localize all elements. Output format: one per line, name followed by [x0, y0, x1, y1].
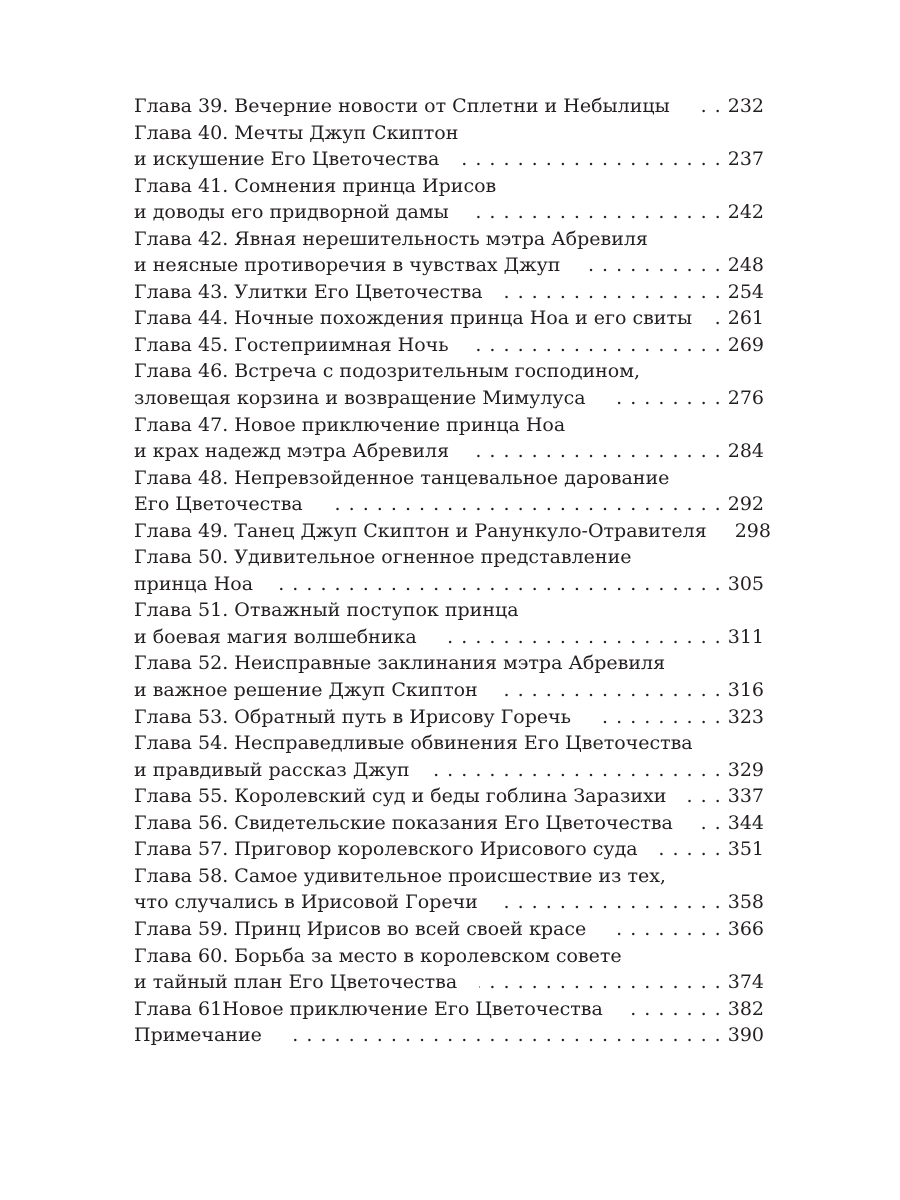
toc-page-number: 284 [727, 440, 764, 463]
toc-entry-line [134, 226, 764, 253]
dot-leader [593, 704, 722, 731]
toc-entry [134, 226, 764, 279]
toc-entry-title: Глава 53. Обратный путь в Ирисову Горечь [134, 705, 571, 728]
toc-entry [134, 730, 764, 783]
toc-entry-title: Глава 49. Танец Джуп Скиптон и Ранункуло-Отравителя [134, 519, 707, 542]
toc-entry-line [134, 120, 764, 147]
toc-entry-line [134, 93, 764, 120]
toc-entry-title: и важное решение Джуп Скиптон [134, 679, 478, 702]
toc-page-number: 329 [727, 758, 764, 781]
toc-entry-title: и боевая магия волшебника [134, 625, 417, 648]
toc-entry-title: Глава 46. Встреча с подозрительным господином, [134, 360, 641, 383]
dot-leader [608, 916, 721, 943]
toc-entry-line [134, 757, 764, 784]
toc-entry [134, 704, 764, 731]
toc-entry-line [134, 943, 764, 970]
toc-entry-line [134, 252, 764, 279]
toc-entry-title: Глава 39. Вечерние новости от Сплетни и Небылицы [134, 95, 670, 117]
toc-entry-title: Глава 60. Борьба за место в королевском совете [134, 944, 622, 967]
table-of-contents [134, 93, 771, 1049]
dot-leader [325, 491, 722, 518]
dot-leader [439, 624, 722, 651]
toc-entry-title: и правдивый рассказ Джуп [134, 758, 410, 781]
toc-entry-title: и крах надежд мэтра Абревиля [134, 440, 450, 463]
toc-entry-title: Его Цветочества [134, 493, 303, 516]
toc-entry-line [134, 810, 764, 837]
toc-entry-title: и искушение Его Цветочества [134, 148, 440, 171]
toc-entry-line [134, 518, 771, 545]
toc-entry-line [134, 438, 764, 465]
toc-entry-title: Глава 41. Сомнения принца Ирисов [134, 174, 497, 197]
toc-entry-title: Глава 42. Явная нерешительность мэтра Абревиля [134, 227, 648, 250]
toc-entry-title: Глава 45. Гостеприимная Ночь [134, 333, 449, 356]
toc-entry [134, 916, 764, 943]
toc-entry [134, 465, 764, 518]
toc-entry-title: Глава 55. Королевский суд и беды гоблина Заразихи [134, 785, 667, 808]
toc-entry [134, 332, 764, 359]
dot-leader [432, 757, 722, 784]
toc-entry-line [134, 704, 764, 731]
toc-entry-title: Глава 61Новое приключение Его Цветочества [134, 997, 603, 1020]
toc-entry-line [134, 783, 764, 810]
toc-entry-title: Глава 54. Несправедливые обвинения Его Цветочества [134, 732, 693, 755]
toc-entry-line [134, 597, 764, 624]
toc-entry [134, 810, 764, 837]
dot-leader [471, 438, 722, 465]
toc-entry [134, 836, 764, 863]
toc-page-number: 242 [727, 201, 764, 224]
toc-entry-line [134, 146, 764, 173]
toc-page-number: 390 [727, 1024, 764, 1047]
toc-entry-line [134, 571, 764, 598]
toc-entry-line [134, 624, 764, 651]
toc-entry-title: и тайный план Его Цветочества [134, 971, 458, 994]
toc-entry-line [134, 199, 764, 226]
toc-entry-line [134, 677, 764, 704]
toc-entry [134, 120, 764, 173]
toc-entry-line [134, 969, 764, 996]
dot-leader [688, 783, 721, 810]
toc-entry-line [134, 332, 764, 359]
toc-entry-title: принца Ноа [134, 572, 254, 595]
toc-entry-line [134, 1022, 764, 1049]
toc-entry-title: что случались в Ирисовой Горечи [134, 891, 478, 914]
toc-entry [134, 173, 764, 226]
toc-entry-line [134, 650, 764, 677]
toc-entry [134, 1022, 764, 1049]
toc-entry [134, 305, 764, 332]
toc-page-number: 337 [727, 785, 764, 808]
toc-page-number: 374 [727, 971, 764, 994]
toc-entry-title: Глава 47. Новое приключение принца Ноа [134, 413, 566, 436]
toc-entry-line [134, 730, 764, 757]
toc-page-number: 298 [734, 519, 771, 542]
toc-entry-line [134, 863, 764, 890]
toc-page-number: 248 [727, 254, 764, 277]
toc-entry-line [134, 491, 764, 518]
toc-entry [134, 597, 764, 650]
toc-entry [134, 943, 764, 996]
toc-entry-title: Глава 58. Самое удивительное происшествие из тех, [134, 864, 666, 887]
toc-entry [134, 650, 764, 703]
toc-page-number: 305 [727, 572, 764, 595]
toc-entry-title: Глава 48. Непревзойденное танцевальное дарование [134, 466, 670, 489]
toc-entry-title: Примечание [134, 1024, 262, 1047]
toc-page-number: 316 [727, 679, 764, 702]
toc-page-number: 344 [727, 811, 764, 834]
dot-leader [505, 279, 722, 306]
toc-entry [134, 544, 764, 597]
toc-entry-title: зловещая корзина и возвращение Мимулуса [134, 387, 586, 410]
toc-entry-title: Глава 57. Приговор королевского Ирисового суда [134, 838, 638, 861]
toc-page-number: 358 [727, 891, 764, 914]
toc-entry-line [134, 996, 764, 1023]
toc-entry [134, 996, 764, 1023]
toc-entry-line [134, 916, 764, 943]
toc-page-number: 366 [727, 917, 764, 940]
dot-leader [608, 385, 722, 412]
toc-entry-line [134, 173, 764, 200]
dot-leader [284, 1022, 722, 1049]
toc-entry [134, 412, 764, 465]
dot-leader [275, 571, 722, 598]
toc-entry-title: Глава 43. Улитки Его Цветочества [134, 280, 483, 303]
dot-leader [695, 810, 722, 837]
toc-entry [134, 783, 764, 810]
toc-entry-title: Глава 44. Ночные похождения принца Ноа и его свиты [134, 307, 693, 330]
toc-entry-title: Глава 50. Удивительное огненное представление [134, 546, 632, 569]
toc-entry-title: Глава 40. Мечты Джуп Скиптон [134, 121, 459, 144]
dot-leader [500, 889, 722, 916]
toc-entry-title: Глава 59. Принц Ирисов во всей своей красе [134, 917, 587, 940]
toc-page-number: 382 [727, 997, 764, 1020]
toc-entry-title: Глава 51. Отважный поступок принца [134, 599, 519, 622]
toc-entry [134, 93, 764, 120]
toc-page-number: 261 [727, 307, 764, 330]
toc-page-number: 276 [727, 387, 764, 410]
toc-page-number: 351 [727, 838, 764, 861]
toc-entry-line [134, 305, 764, 332]
dot-leader [471, 332, 722, 359]
dot-leader [471, 199, 722, 226]
toc-entry-line [134, 385, 764, 412]
toc-page-number: 254 [727, 280, 764, 303]
toc-entry-title: и доводы его придворной дамы [134, 201, 449, 224]
toc-entry-line [134, 889, 764, 916]
toc-entry [134, 358, 764, 411]
toc-page-number: 323 [727, 705, 764, 728]
toc-entry-line [134, 465, 764, 492]
dot-leader [461, 146, 721, 173]
toc-entry [134, 863, 764, 916]
dot-leader [582, 252, 721, 279]
dot-leader [692, 93, 722, 120]
toc-entry-title: Глава 52. Неисправные заклинания мэтра Абревиля [134, 652, 666, 675]
toc-entry [134, 279, 764, 306]
toc-page-number: 232 [727, 95, 764, 117]
toc-entry-line [134, 836, 764, 863]
toc-page-number: 237 [727, 148, 764, 171]
dot-leader [714, 305, 722, 332]
toc-entry [134, 518, 771, 545]
toc-page-number: 311 [727, 625, 764, 648]
dot-leader [500, 677, 722, 704]
toc-entry-line [134, 412, 764, 439]
dot-leader [625, 996, 722, 1023]
toc-entry-line [134, 358, 764, 385]
dot-leader [660, 836, 722, 863]
toc-entry-line [134, 279, 764, 306]
toc-entry-title: и неясные противоречия в чувствах Джуп [134, 254, 561, 277]
toc-page-number: 292 [727, 493, 764, 516]
toc-page-number: 269 [727, 333, 764, 356]
toc-entry-line [134, 544, 764, 571]
toc-entry-title: Глава 56. Свидетельские показания Его Цветочества [134, 811, 673, 834]
dot-leader [479, 969, 722, 996]
